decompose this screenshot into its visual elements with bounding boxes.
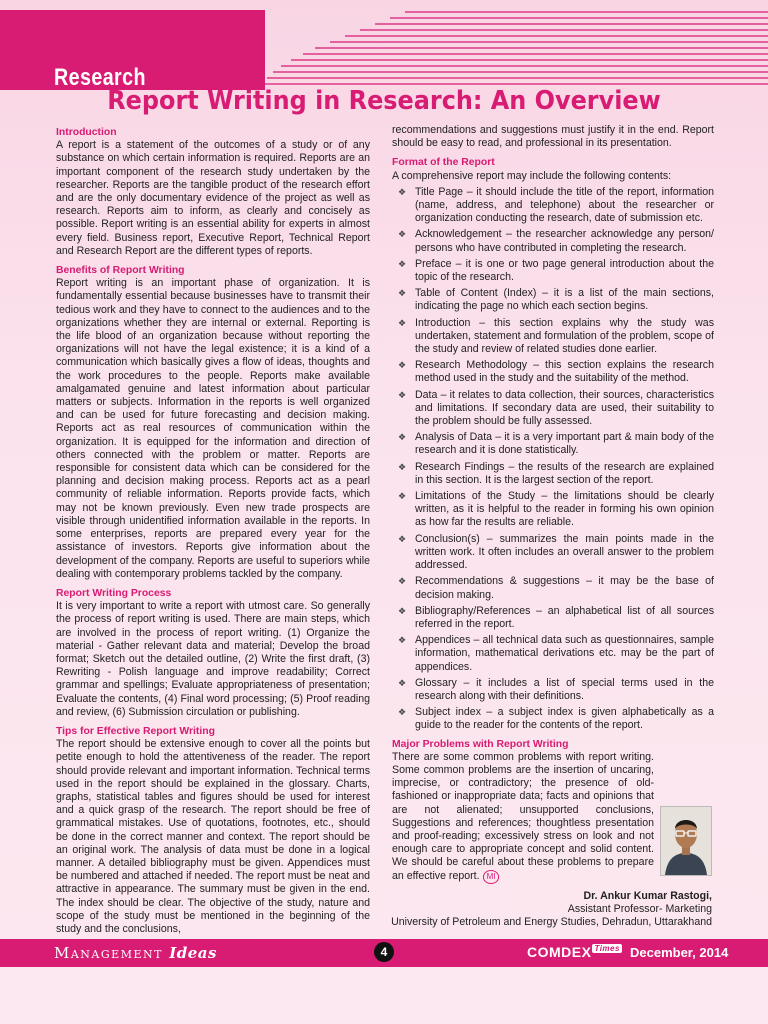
diamond-bullet-icon: ❖ (398, 389, 407, 400)
diamond-bullet-icon: ❖ (398, 258, 407, 269)
list-item (392, 490, 714, 530)
list-item-text: Recommendations & suggestions – it may be the base of decision making. (415, 575, 714, 601)
list-item-text: Subject index – a subject index is given alphabetically as a guide to the reader for the contents of the report. (415, 706, 714, 732)
list-item (392, 431, 714, 457)
sponsor-tag: Times (594, 944, 620, 953)
format-heading: Format of the Report (392, 157, 495, 169)
diamond-bullet-icon: ❖ (398, 288, 407, 299)
diamond-bullet-icon: ❖ (398, 229, 407, 240)
diamond-bullet-icon: ❖ (398, 533, 407, 544)
list-item (392, 634, 714, 674)
magazine-name (54, 944, 217, 962)
list-item (392, 359, 714, 385)
list-item (392, 533, 714, 573)
list-item (392, 706, 714, 732)
diamond-bullet-icon: ❖ (398, 186, 407, 197)
list-item-text: Preface – it is one or two page general introduction about the topic of the research. (415, 257, 714, 284)
section-tab (0, 10, 265, 90)
magazine-prefix: Management (54, 944, 163, 962)
list-item-text: Table of Content (Index) – it is a list of the main sections, indicating the page no which each section begins. (415, 287, 714, 313)
list-item-text: Data – it relates to data collection, their sources, characteristics and limitations. If secondary data are used, their suitability to the problem should be fully assessed. (415, 388, 714, 428)
problems-text: There are some common problems with report writing. Some common problems are the insertion of uncaring, imprecise, or contradictory; the presence of old-fashioned or inappropriate data; facts and opinions that are not alienated; unsupported conclusions, Suggestions and references; thoughtless presentation and proof-reading; excessively stress on look and not enough care to appropriate concept and solid content. We should be careful about these problems to prepare an effective report. (392, 750, 654, 882)
list-item-text: Introduction – this section explains why the study was undertaken, statement and formulation of the problem, scope of the study and review of related studies done earlier. (415, 316, 714, 356)
list-item-text: Conclusion(s) – summarizes the main points made in the written work. It often includes an overall answer to the problem addressed. (415, 532, 714, 572)
header-band (0, 0, 768, 92)
tips-paragraph: The report should be extensive enough to cover all the points but petite enough to hold the attentiveness of the reader. The report should provide relevant and important information. Technical terms used in the report should be explained in the glossary. Charts, graphs, statistical tables and figures should be used for interest and a quick grasp of the research. The report should be free of grammatical mistakes. Use of quotations, footnotes, etc., should be done in the correct manner and context. The report should be an original work. The analysis of data must be done in a logical manner. A detailed bibliography must be given. Appendices must be numbered and attached if needed. The report must be neat and attractive in appearance. The summary must be given in the end. The index should be clear. The objective of the study, nature and scope of the study must be mentioned in the beginning of the study and the conclusions, (56, 738, 370, 935)
header-stripes (265, 10, 768, 90)
author-name: Dr. Ankur Kumar Rastogi, (583, 890, 712, 902)
diamond-bullet-icon: ❖ (398, 576, 407, 587)
diamond-bullet-icon: ❖ (398, 461, 407, 472)
list-item-text: Research Methodology – this section explains the research method used in the study and the suitability of the method. (415, 359, 714, 385)
list-item-text: Appendices – all technical data such as questionnaires, sample information, mathematical derivations etc. may be the part of appendices. (415, 634, 714, 673)
list-item-text: Title Page – it should include the title of the report, information (name, address, and telephone) about the researcher or organization conducting the research, date of submission etc. (415, 185, 714, 225)
page-title: Report Writing in Research: An Overview (107, 86, 661, 116)
diamond-bullet-icon: ❖ (398, 677, 407, 688)
diamond-bullet-icon: ❖ (398, 605, 407, 616)
list-item (392, 258, 714, 284)
author-block (391, 890, 712, 929)
diamond-bullet-icon: ❖ (398, 635, 407, 646)
list-item (392, 605, 714, 631)
list-item-text: Acknowledgement – the researcher acknowledge any person/ persons who have contributed in completing the research. (415, 228, 714, 254)
list-item-text: Glossary – it includes a list of special terms used in the research along with their definitions. (415, 676, 714, 702)
benefits-heading: Benefits of Report Writing (56, 265, 185, 277)
footer-bar (0, 939, 768, 967)
author-title: Assistant Professor- Marketing (567, 903, 712, 915)
diamond-bullet-icon: ❖ (398, 707, 407, 718)
intro-heading: Introduction (56, 127, 117, 138)
list-item (392, 575, 714, 601)
continuation-paragraph: recommendations and suggestions must justify it in the end. Report should be easy to read, and professional in its presentation. (392, 124, 714, 150)
list-item-text: Analysis of Data – it is a very important part & main body of the research and it is done statistically. (415, 431, 714, 457)
diamond-bullet-icon: ❖ (398, 491, 407, 502)
list-item (392, 228, 714, 254)
list-item-text: Research Findings – the results of the research are explained in this section. It is the largest section of the report. (415, 460, 714, 486)
tips-heading: Tips for Effective Report Writing (56, 725, 215, 737)
list-item (392, 461, 714, 487)
section-label: Research (54, 64, 146, 91)
list-item (392, 677, 714, 703)
problems-paragraph (392, 751, 654, 884)
sponsor-logo (527, 944, 622, 960)
left-column (56, 124, 370, 942)
issue-date: December, 2014 (630, 945, 729, 960)
diamond-bullet-icon: ❖ (398, 317, 407, 328)
list-item (392, 186, 714, 226)
author-photo (660, 806, 712, 876)
format-intro: A comprehensive report may include the following contents: (392, 169, 672, 182)
author-affiliation: University of Petroleum and Energy Studies, Dehradun, Uttarakhand (391, 916, 712, 928)
process-heading: Report Writing Process (56, 587, 172, 599)
benefits-paragraph: Report writing is an important phase of organization. It is fundamentally essential because businesses have to transmit their tedious work and they have to connect to the audiences and to the organizations whether they are internal or external. Reporting is the life blood of an organization because without reporting the organizations will not have the legal existence; it is a kind of a communication which basically gives a flow of ideas, thoughts and the work procedures to the people. Reports make available amalgamated genuine and latest information about particular matters or subjects. Information in the reports is well organized and can be used for future forecasting and decision making. Reports act as real resources of communication within the organization. It is equipped for the information and direction of others connected with the problem or matter. Reports are responsible for consistent data which can be considered for the planning and decision making process. Reports act as a pearl community of reliable information. Reports provide facts, which may not be known previously. Even new trade prospects are visible through unidentified information available in the reports. In some enterprises, reports are prepared every year for the assistance of investors. Reports give information about the development of the company. Reports are useful to superiors while dealing with contemporary problems tackled by the company. (56, 277, 370, 580)
process-paragraph: It is very important to write a report with utmost care. So generally the process of report writing is used. There are main steps, which are involved in the process of report writing. (1) Organize the material - Gather relevant data and material; Develop the broad format; Sketch out the detailed outline, (2) Write the first draft, (3) Rewriting - Polish language and improve readability; Correct grammar and spellings; Evaluate appropriateness of presentation; Evaluate the contents, (4) Final word processing; (5) Proof reading and review, (6) Submission circulation or publishing. (56, 600, 370, 718)
diamond-bullet-icon: ❖ (398, 360, 407, 371)
list-item-text: Limitations of the Study – the limitations should be clearly written, as it is helpful to the reader in forming his own opinion as how far the results are reliable. (415, 490, 714, 529)
list-item (392, 317, 714, 357)
right-column (392, 124, 714, 890)
intro-paragraph: A report is a statement of the outcomes of a study or of any substance on which certain information is required. Reports are an important component of the research study undertaken by the researcher. Reports are the tangible product of the research effort and are the only documentary evidence of the project as well as research. Reports aim to inform, as clearly and concisely as possible. Report writing is an essential ability for experts in almost every field. Business report, Executive Report, Technical Report and Research Report are the different types of reports. (56, 139, 370, 257)
sponsor-name: COMDEX (527, 944, 592, 960)
format-list (392, 186, 714, 733)
list-item-text: Bibliography/References – an alphabetical list of all sources referred in the report. (415, 604, 714, 630)
list-item (392, 389, 714, 429)
mi-badge: MI (483, 870, 500, 884)
problems-heading: Major Problems with Report Writing (392, 738, 569, 750)
list-item (392, 287, 714, 313)
page-number: 4 (374, 942, 394, 962)
magazine-suffix: Ideas (169, 944, 217, 962)
diamond-bullet-icon: ❖ (398, 432, 407, 443)
